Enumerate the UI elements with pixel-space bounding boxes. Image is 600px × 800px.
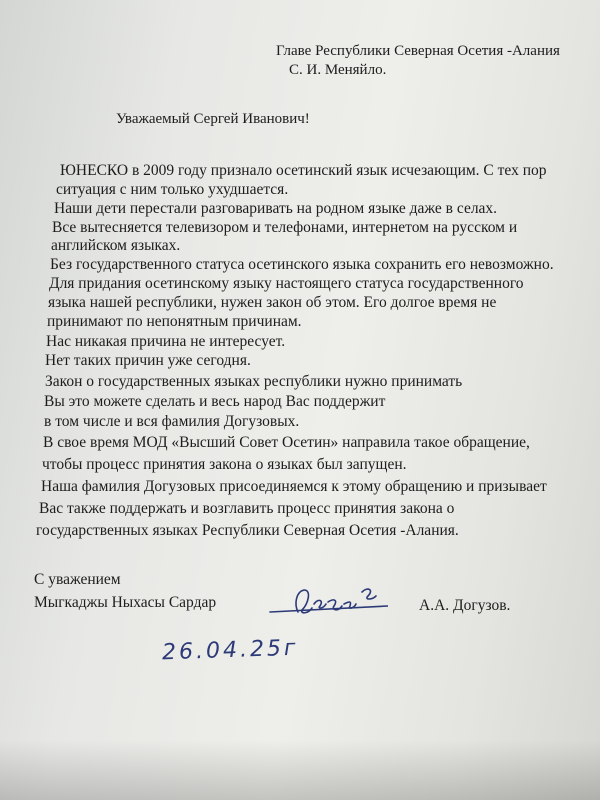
signer-name: А.А. Догузов.	[419, 597, 511, 614]
body-line-5: английском языках.	[51, 237, 181, 254]
body-line-19: государственных языках Республики Северная Осетия -Алания.	[36, 522, 459, 539]
body-line-18: Вас также поддержать и возглавить процесс принятия закона о	[39, 500, 455, 517]
body-line-11: Нет таких причин уже сегодня.	[45, 352, 251, 369]
body-line-3: Наши дети перестали разговаривать на родном языке даже в селах.	[54, 200, 498, 217]
signer-title: Мыгкаджы Ныхасы Сардар	[34, 594, 217, 611]
body-line-1: ЮНЕСКО в 2009 году признало осетинский язык исчезающим. С тех пор	[60, 162, 547, 179]
body-line-12: Закон о государственных языках республики нужно принимать	[45, 373, 463, 390]
body-line-14: в том числе и вся фамилия Догузовых.	[44, 413, 300, 430]
salutation: Уважаемый Сергей Иванович!	[116, 111, 310, 127]
body-line-4: Все вытесняется телевизором и телефонами, интернетом на русском и	[52, 219, 518, 236]
addressee-line-1: Главе Республики Северная Осетия -Алания	[276, 43, 560, 59]
body-line-15: В свое время МОД «Высший Совет Осетин» направила такое обращение,	[43, 434, 530, 451]
body-line-10: Нас никакая причина не интересует.	[46, 333, 286, 350]
body-line-16: чтобы процесс принятия закона о языках был запущен.	[42, 456, 407, 473]
body-line-7: Для придания осетинскому языку настоящего статуса государственного	[49, 275, 524, 292]
body-line-9: принимают по непонятным причинам.	[47, 313, 302, 330]
body-line-2: ситуация с ним только ухудшается.	[56, 181, 289, 198]
body-line-13: Вы это можете сделать и весь народ Вас поддержит	[44, 393, 386, 410]
body-line-8: языка нашей республики, нужен закон об этом. Его долгое время не	[48, 294, 497, 311]
handwritten-signature	[268, 578, 388, 628]
closing-regards: С уважением	[34, 571, 121, 588]
page-shadow	[0, 740, 600, 800]
addressee-line-2: С. И. Меняйло.	[289, 62, 387, 78]
body-line-6: Без государственного статуса осетинского языка сохранить его невозможно.	[50, 256, 554, 273]
body-line-17: Наша фамилия Догузовых присоединяемся к этому обращению и призывает	[41, 478, 547, 495]
handwritten-date: 26.04.25г	[161, 635, 299, 666]
